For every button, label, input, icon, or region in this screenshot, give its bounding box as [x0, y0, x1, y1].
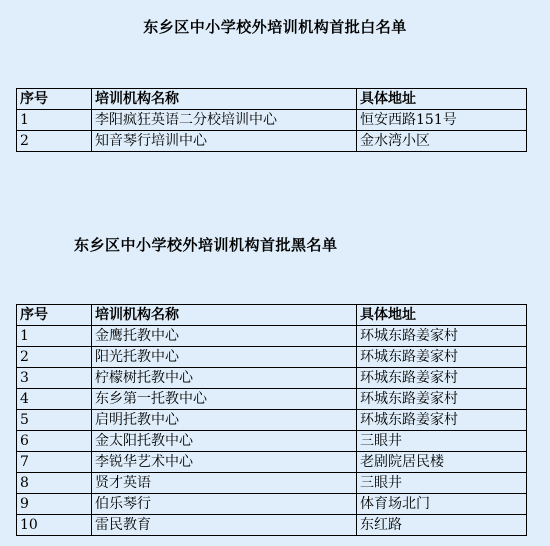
cell-index: 9 — [17, 494, 92, 515]
cell-address: 环城东路姜家村 — [357, 389, 527, 410]
cell-index: 2 — [17, 347, 92, 368]
header-index: 序号 — [17, 89, 92, 110]
cell-name: 李阳疯狂英语二分校培训中心 — [92, 110, 357, 131]
table-row — [17, 410, 527, 431]
table-row — [17, 515, 527, 536]
header-name: 培训机构名称 — [92, 305, 357, 326]
cell-address: 三眼井 — [357, 431, 527, 452]
cell-index: 7 — [17, 452, 92, 473]
table-row — [17, 389, 527, 410]
cell-index: 6 — [17, 431, 92, 452]
cell-name: 启明托教中心 — [92, 410, 357, 431]
cell-address: 老剧院居民楼 — [357, 452, 527, 473]
header-index: 序号 — [17, 305, 92, 326]
cell-name: 伯乐琴行 — [92, 494, 357, 515]
header-address: 具体地址 — [357, 305, 527, 326]
cell-index: 8 — [17, 473, 92, 494]
cell-address: 三眼井 — [357, 473, 527, 494]
cell-name: 雷民教育 — [92, 515, 357, 536]
table-row — [17, 326, 527, 347]
cell-name: 柠檬树托教中心 — [92, 368, 357, 389]
cell-address: 体育场北门 — [357, 494, 527, 515]
table-row — [17, 494, 527, 515]
black-list-title: 东乡区中小学校外培训机构首批黑名单 — [74, 236, 338, 254]
table-row — [17, 368, 527, 389]
cell-address: 恒安西路151号 — [357, 110, 527, 131]
cell-name: 李锐华艺术中心 — [92, 452, 357, 473]
cell-address: 金水湾小区 — [357, 131, 527, 152]
cell-index: 1 — [17, 110, 92, 131]
cell-address: 环城东路姜家村 — [357, 347, 527, 368]
cell-address: 环城东路姜家村 — [357, 410, 527, 431]
table-row — [17, 131, 527, 152]
cell-index: 5 — [17, 410, 92, 431]
cell-name: 东乡第一托教中心 — [92, 389, 357, 410]
cell-index: 1 — [17, 326, 92, 347]
cell-index: 10 — [17, 515, 92, 536]
table-row — [17, 452, 527, 473]
cell-address: 环城东路姜家村 — [357, 368, 527, 389]
cell-index: 2 — [17, 131, 92, 152]
table-header-row — [17, 89, 527, 110]
black-list-table — [16, 304, 527, 536]
header-name: 培训机构名称 — [92, 89, 357, 110]
cell-address: 环城东路姜家村 — [357, 326, 527, 347]
cell-index: 3 — [17, 368, 92, 389]
header-address: 具体地址 — [357, 89, 527, 110]
table-row — [17, 110, 527, 131]
table-row — [17, 473, 527, 494]
cell-name: 阳光托教中心 — [92, 347, 357, 368]
cell-name: 金太阳托教中心 — [92, 431, 357, 452]
white-list-title: 东乡区中小学校外培训机构首批白名单 — [143, 18, 407, 36]
table-row — [17, 347, 527, 368]
table-row — [17, 431, 527, 452]
cell-name: 金鹰托教中心 — [92, 326, 357, 347]
cell-name: 知音琴行培训中心 — [92, 131, 357, 152]
cell-index: 4 — [17, 389, 92, 410]
table-header-row — [17, 305, 527, 326]
white-list-table — [16, 88, 527, 152]
cell-name: 贤才英语 — [92, 473, 357, 494]
cell-address: 东红路 — [357, 515, 527, 536]
